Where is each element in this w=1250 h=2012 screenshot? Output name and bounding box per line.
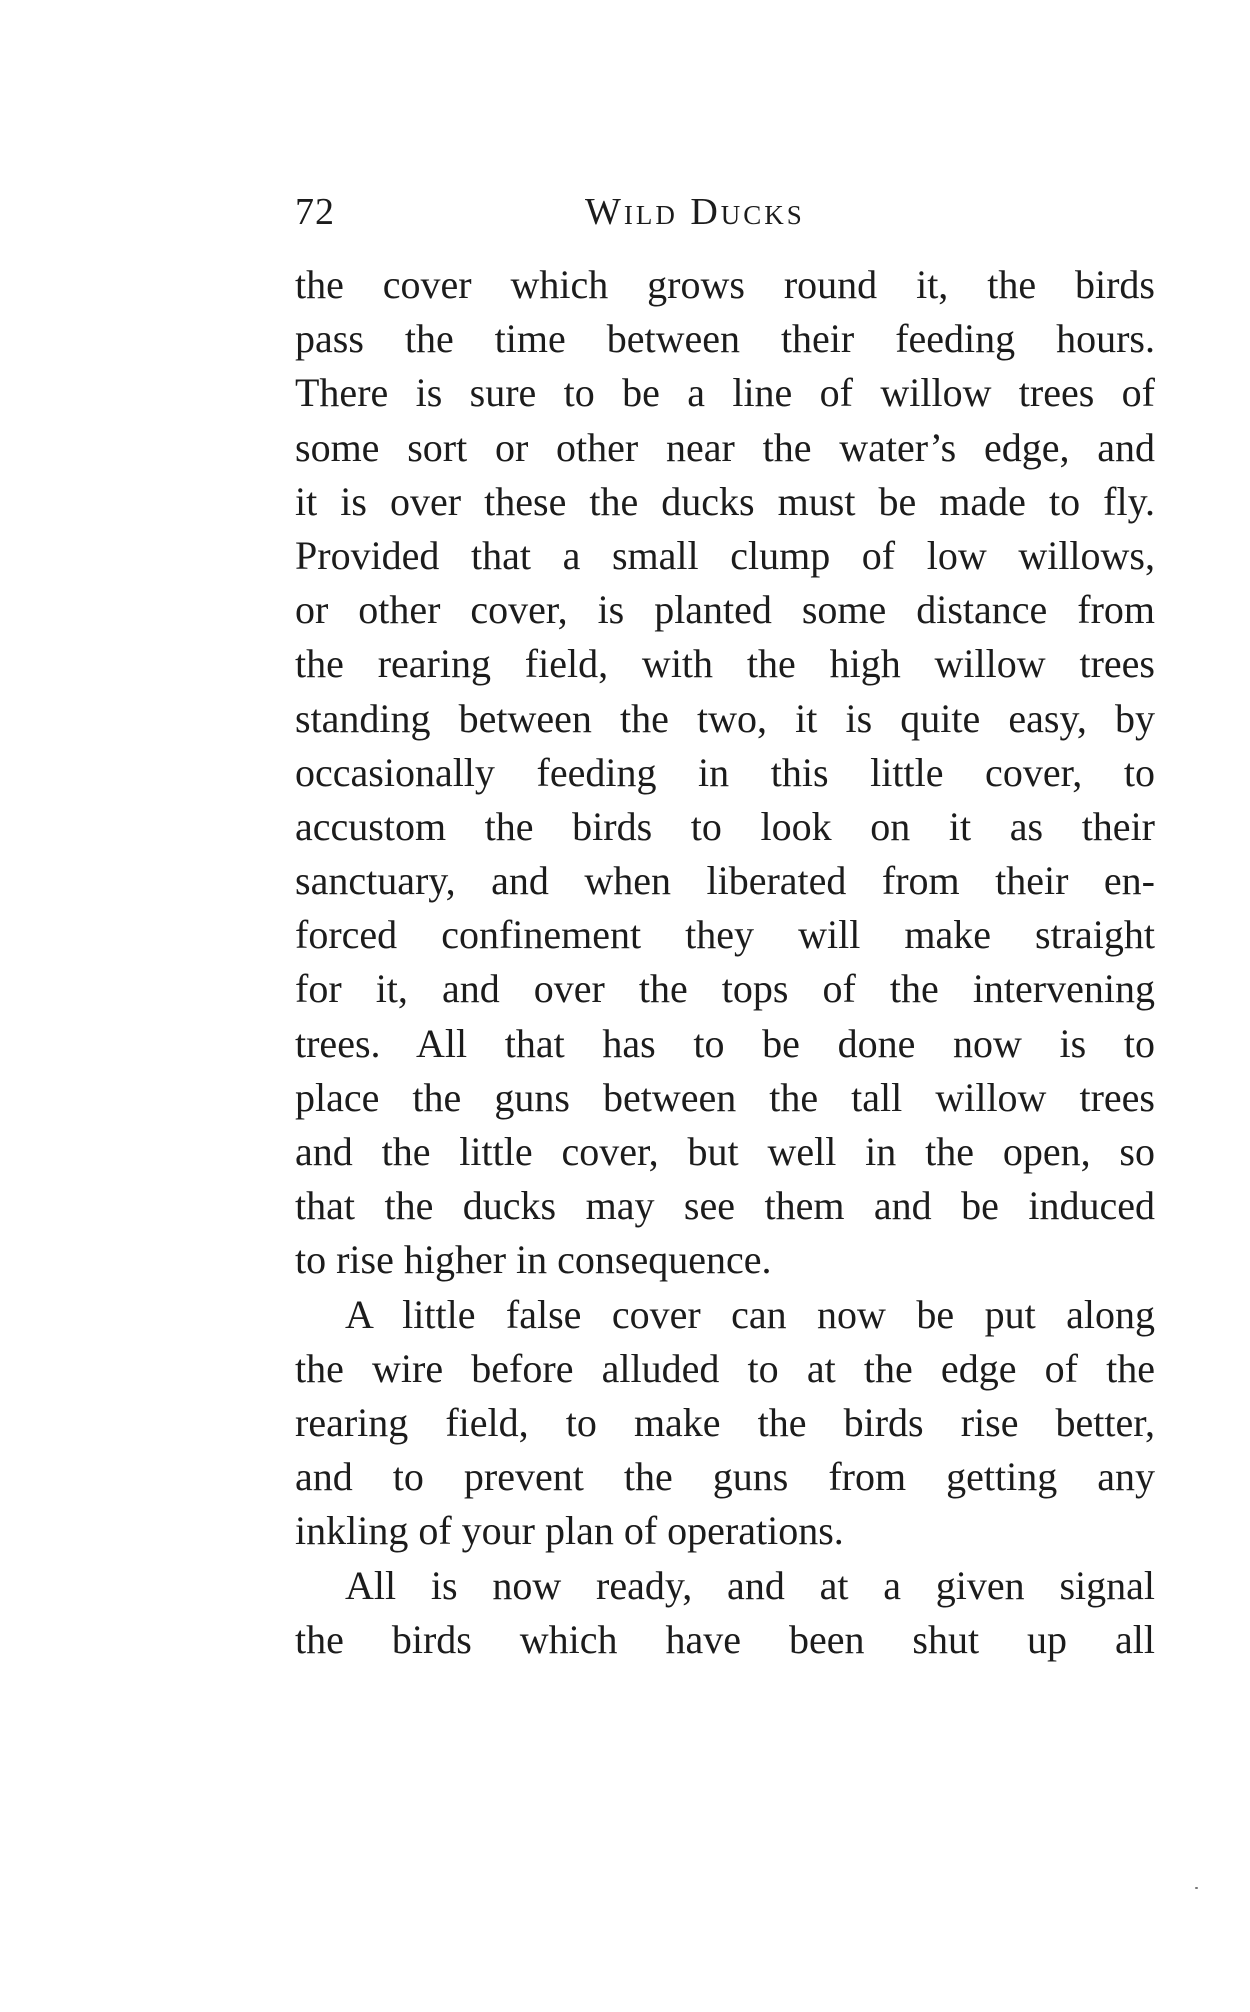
text-line: the rearing field, with the high willow trees	[295, 641, 1155, 687]
text-line: the birds which have been shut up all	[295, 1616, 1155, 1662]
text-line: to rise higher in consequence.	[295, 1237, 772, 1283]
text-line: for it, and over the tops of the intervening	[295, 966, 1155, 1012]
text-line: All is now ready, and at a given signal	[345, 1562, 1155, 1608]
text-line: sanctuary, and when liberated from their en-	[295, 858, 1155, 904]
text-line: Provided that a small clump of low willows,	[295, 532, 1155, 578]
text-line: inkling of your plan of operations.	[295, 1508, 844, 1554]
text-line: forced confinement they will make straight	[295, 912, 1155, 958]
text-line: and to prevent the guns from getting any	[295, 1454, 1155, 1500]
text-line: and the little cover, but well in the open, so	[295, 1129, 1155, 1174]
body-text	[295, 258, 1155, 1667]
text-line: pass the time between their feeding hours.	[295, 316, 1155, 362]
text-line: it is over these the ducks must be made to fly.	[295, 478, 1155, 524]
text-line: place the guns between the tall willow trees	[295, 1074, 1155, 1120]
running-head	[295, 182, 1155, 242]
running-title: Wild Ducks	[585, 191, 805, 233]
paragraph-3	[295, 1559, 1155, 1667]
text-line: accustom the birds to look on it as their	[295, 803, 1155, 849]
text-line: rearing field, to make the birds rise better,	[295, 1399, 1155, 1445]
text-line: standing between the two, it is quite easy, by	[295, 695, 1155, 741]
text-line: trees. All that has to be done now is to	[295, 1020, 1155, 1066]
text-line: A little false cover can now be put along	[345, 1291, 1155, 1337]
text-line: the wire before alluded to at the edge of the	[295, 1345, 1155, 1391]
paragraph-1	[295, 258, 1155, 1288]
paragraph-2	[295, 1288, 1155, 1559]
text-line: that the ducks may see them and be induced	[295, 1183, 1155, 1229]
text-line: occasionally feeding in this little cover, to	[295, 749, 1155, 795]
text-line: some sort or other near the water’s edge, and	[295, 424, 1155, 470]
text-line: or other cover, is planted some distance from	[295, 587, 1155, 633]
text-line: the cover which grows round it, the birds	[295, 262, 1155, 307]
paper-speck	[1195, 1887, 1198, 1889]
text-line: There is sure to be a line of willow trees of	[295, 370, 1155, 416]
page-number: 72	[295, 191, 335, 233]
